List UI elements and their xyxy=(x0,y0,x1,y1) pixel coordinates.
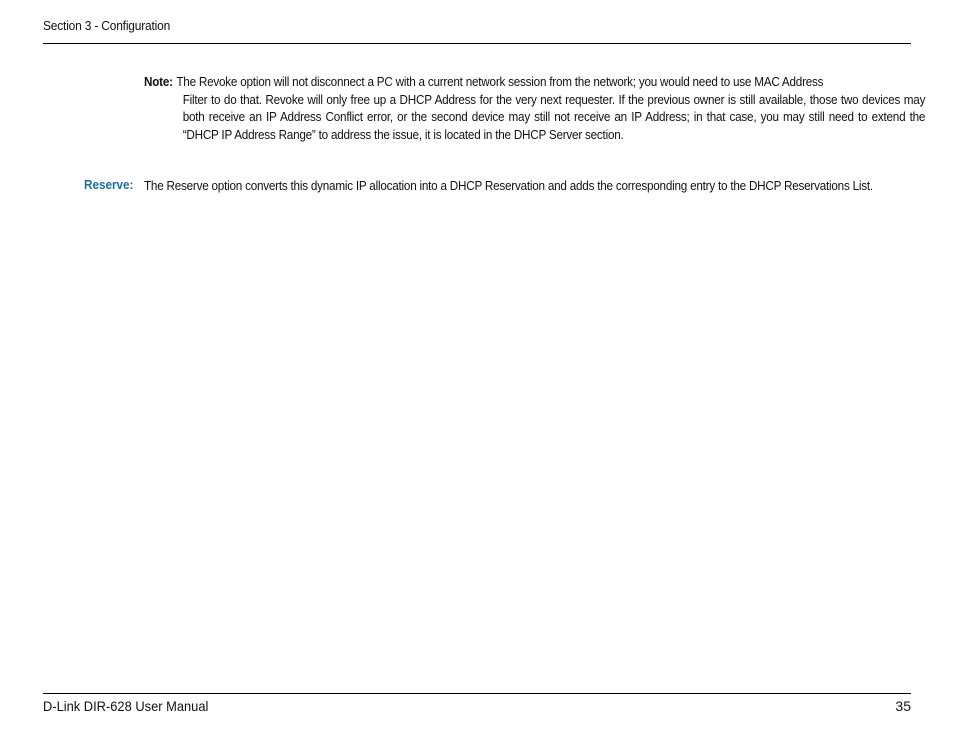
note-first-line xyxy=(144,73,925,91)
reserve-description-text: The Reserve option converts this dynamic IP allocation into a DHCP Reservation and adds the corresponding entry to the DHCP Reservations List. xyxy=(144,178,873,193)
page-number: 35 xyxy=(895,698,911,714)
note-first-line-text: The Revoke option will not disconnect a PC with a current network session from the network; you would need to use MAC Address xyxy=(176,74,824,89)
note-label: Note: xyxy=(144,74,173,89)
footer-divider xyxy=(43,693,911,694)
reserve-description xyxy=(144,177,954,195)
header-divider xyxy=(43,43,911,44)
note-inner xyxy=(144,73,925,143)
manual-title: D-Link DIR-628 User Manual xyxy=(43,698,209,714)
note-block xyxy=(144,73,925,143)
note-body: Filter to do that. Revoke will only free up a DHCP Address for the very next requester. If the previous owner is still available, those two devices may both receive an IP Address Conflict error, or the second device may still not receive an IP Address; in that case, you may still need to extend the “DHCP IP Address Range” to address the issue, it is located in the DHCP Server section. xyxy=(182,91,926,142)
reserve-label: Reserve: xyxy=(84,177,134,192)
section-title: Section 3 - Configuration xyxy=(43,18,171,33)
